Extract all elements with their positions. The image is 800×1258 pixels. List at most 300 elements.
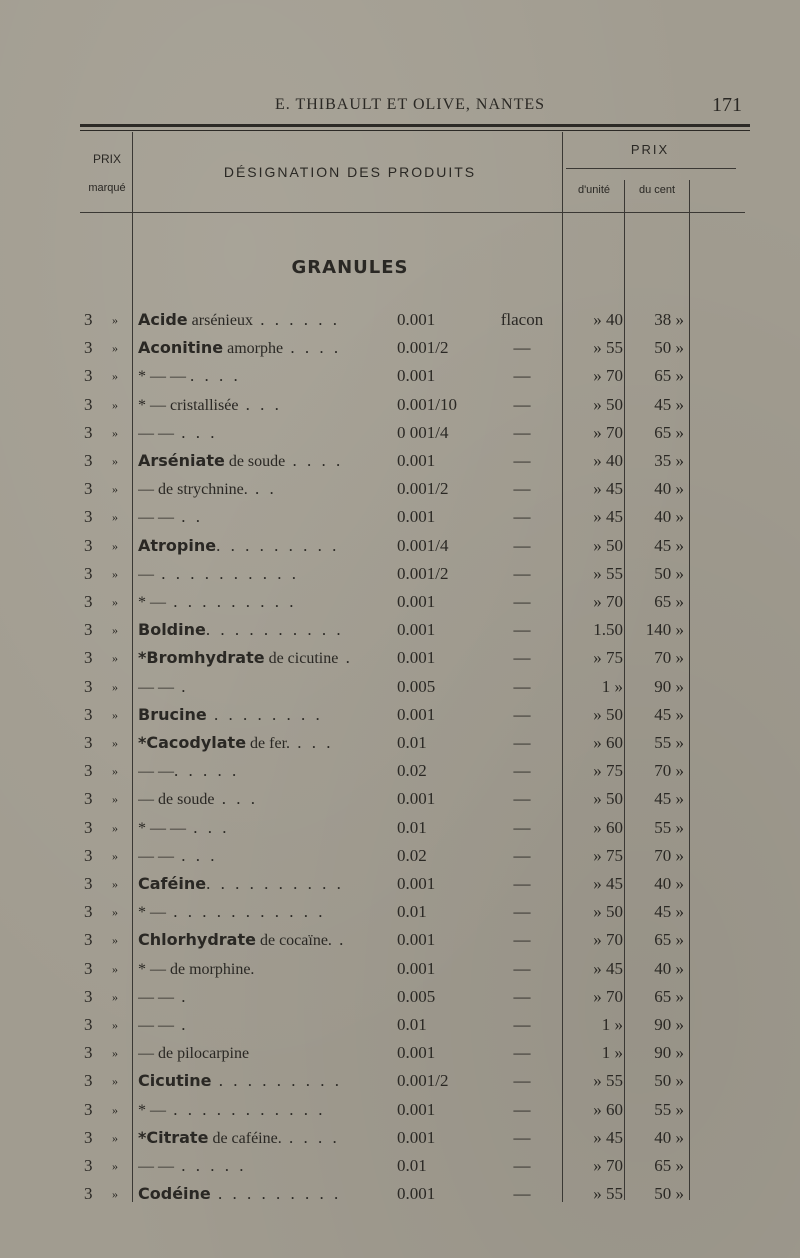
- dose: 0.001: [397, 789, 436, 809]
- ditto-mark: »: [112, 566, 118, 581]
- prix-marque: 3: [84, 1043, 93, 1063]
- product-name: Aconitine: [138, 338, 224, 358]
- prix-cent: 45 »: [654, 535, 684, 555]
- prix-cent: 90 »: [654, 1043, 684, 1063]
- designation: [138, 447, 393, 476]
- leader-dots: . .: [247, 479, 277, 499]
- dose: 0.001: [397, 507, 436, 527]
- ditto-mark: »: [112, 595, 118, 609]
- product-name: Caféine: [138, 874, 207, 893]
- product-row: [0, 560, 800, 588]
- marque-label: marqué: [88, 182, 126, 194]
- product-row: [0, 1039, 800, 1067]
- conditionnement: flacon: [500, 310, 544, 329]
- prix-marque: 3: [84, 394, 93, 414]
- ditto-mark: »: [112, 510, 118, 525]
- prix-unite: » 50: [593, 789, 623, 809]
- prix-marque: 3: [84, 930, 93, 950]
- conditionnement: —: [513, 761, 531, 781]
- prix-cent: 140 »: [645, 620, 684, 640]
- dose: 0.001/2: [397, 479, 449, 499]
- prix-cent: 65 »: [654, 592, 684, 611]
- product-qualifier: — —: [138, 424, 174, 442]
- dose: 0.001: [397, 874, 436, 893]
- prix-unite: » 45: [593, 874, 623, 893]
- prix-unite: » 40: [593, 310, 623, 329]
- ditto-mark: »: [112, 313, 118, 327]
- leader-dots: .: [174, 986, 189, 1006]
- cent-header: du cent: [638, 184, 676, 196]
- product-qualifier: — de pilocarpine: [138, 1045, 250, 1063]
- prix-marque: 3: [84, 1071, 93, 1091]
- leader-dots: . . . .: [283, 338, 342, 358]
- product-row: [0, 870, 800, 898]
- dose: 0.001: [397, 1043, 436, 1063]
- prix-cent: 50 »: [654, 1184, 684, 1204]
- leader-dots: . . .: [174, 422, 218, 442]
- leader-dots: . . . . .: [174, 1156, 247, 1175]
- product-qualifier: de fer.: [246, 735, 291, 752]
- prix-marque: 3: [84, 422, 93, 442]
- designation: [138, 701, 393, 730]
- conditionnement: —: [513, 422, 531, 442]
- prix-cent: 40 »: [654, 874, 684, 893]
- prix-marque-label: PRIX: [92, 152, 121, 166]
- leader-dots: .: [174, 676, 189, 696]
- conditionnement: —: [513, 930, 531, 950]
- product-name: Brucine: [138, 704, 207, 724]
- ditto-mark: »: [112, 1046, 118, 1061]
- prix-cent: 55 »: [654, 1099, 684, 1119]
- product-row: [0, 503, 800, 531]
- ditto-mark: »: [112, 933, 118, 948]
- prix-marque: 3: [84, 1099, 93, 1119]
- prix-cent: 45 »: [654, 902, 684, 922]
- prix-cent: 50 »: [654, 1071, 684, 1091]
- designation: [138, 1011, 393, 1040]
- ditto-mark: »: [112, 651, 118, 666]
- prix-cent: 65 »: [654, 930, 684, 950]
- leader-dots: .: [338, 648, 353, 668]
- product-qualifier: — —: [138, 1158, 174, 1175]
- designation: [138, 757, 393, 786]
- prix-cent: 65 »: [654, 366, 684, 386]
- prix-unite: 1.50: [593, 620, 623, 640]
- designation: [138, 503, 393, 532]
- prix-marque: 3: [84, 958, 93, 978]
- product-row: [0, 926, 800, 954]
- product-name: Boldine: [138, 620, 206, 640]
- product-qualifier: — de strychnine.: [138, 481, 248, 499]
- product-qualifier: de caféine.: [208, 1129, 282, 1147]
- conditionnement: —: [513, 366, 531, 386]
- conditionnement: —: [513, 874, 531, 893]
- product-qualifier: — —: [138, 847, 174, 865]
- conditionnement: —: [513, 704, 531, 724]
- prix-marque: 3: [84, 1127, 93, 1147]
- product-qualifier: * — cristallisée: [138, 396, 239, 414]
- leader-dots: . . .: [214, 789, 258, 809]
- prix-marque: 3: [84, 902, 93, 922]
- designation: [138, 1067, 393, 1096]
- prix-marque: 3: [84, 507, 93, 527]
- prix-unite: » 45: [593, 958, 623, 978]
- prix-header: PRIX: [630, 142, 670, 157]
- page-number: 171: [712, 94, 742, 116]
- prix-marque: 3: [84, 845, 93, 865]
- dose: 0.001: [397, 366, 436, 386]
- dose: 0.01: [397, 1015, 427, 1034]
- designation: [138, 334, 393, 363]
- prix-cent: 50 »: [654, 563, 684, 583]
- ditto-mark: »: [112, 989, 118, 1004]
- designation: [138, 1096, 393, 1125]
- product-qualifier: de soude: [224, 453, 286, 470]
- ditto-mark: »: [112, 1102, 118, 1117]
- conditionnement: —: [513, 507, 531, 527]
- ditto-mark: »: [112, 1130, 118, 1145]
- designation: [138, 814, 393, 843]
- ditto-mark: »: [112, 341, 118, 356]
- designation: [138, 926, 393, 955]
- leader-dots: . . . . . . . . .: [216, 535, 340, 555]
- conditionnement: —: [513, 1156, 531, 1175]
- dose: 0.001: [397, 592, 436, 611]
- designation: [138, 616, 393, 645]
- dose: 0.001: [397, 1184, 436, 1204]
- page-header: E. THIBAULT ET OLIVE, NANTES: [274, 96, 546, 113]
- prix-unite: » 75: [593, 845, 623, 865]
- prix-marque: 3: [84, 789, 93, 809]
- ditto-mark: »: [112, 1074, 118, 1089]
- conditionnement: —: [513, 451, 531, 470]
- product-qualifier: arsénieux: [187, 312, 253, 329]
- prix-unite: » 55: [593, 1184, 623, 1204]
- prix-unite: » 70: [593, 422, 623, 442]
- conditionnement: —: [513, 1127, 531, 1147]
- prix-unite: » 60: [593, 817, 623, 837]
- header-rule: [80, 124, 750, 127]
- dose: 0.001: [397, 704, 436, 724]
- prix-marque: 3: [84, 986, 93, 1006]
- conditionnement: —: [513, 1015, 531, 1034]
- prix-unite: » 60: [593, 1099, 623, 1119]
- prix-marque: 3: [84, 592, 93, 611]
- designation: [138, 1039, 393, 1068]
- prix-unite: » 45: [593, 479, 623, 499]
- prix-marque: 3: [84, 817, 93, 837]
- leader-dots: . . . . . . . . . .: [205, 620, 344, 640]
- conditionnement: —: [513, 535, 531, 555]
- product-name: Acide: [138, 310, 188, 329]
- prix-unite: » 40: [593, 451, 623, 470]
- prix-marque: 3: [84, 874, 93, 893]
- prix-unite: » 70: [593, 1156, 623, 1175]
- product-qualifier: — —: [138, 1017, 174, 1034]
- product-row: [0, 588, 800, 616]
- ditto-mark: »: [112, 877, 118, 891]
- product-name: Arséniate: [138, 451, 225, 470]
- header-rule-thin: [80, 130, 750, 131]
- product-name: Cicutine: [138, 1071, 212, 1091]
- ditto-mark: »: [112, 538, 118, 553]
- designation: [138, 898, 393, 927]
- ditto-mark: »: [112, 1187, 118, 1202]
- dose: 0.01: [397, 1156, 427, 1175]
- product-qualifier: * — —: [138, 368, 190, 386]
- dose: 0.001: [397, 620, 436, 640]
- designation: [138, 391, 393, 420]
- prix-cent: 40 »: [654, 479, 684, 499]
- leader-dots: .: [331, 930, 347, 950]
- dose: 0.001: [397, 310, 436, 329]
- prix-cent: 55 »: [654, 733, 684, 752]
- product-qualifier: * — —: [138, 819, 186, 837]
- conditionnement: —: [513, 902, 531, 922]
- product-qualifier: — de soude: [138, 791, 215, 809]
- designation: [138, 560, 393, 589]
- prix-cent: 50 »: [654, 338, 684, 358]
- product-qualifier: — —: [138, 509, 174, 527]
- ditto-mark: »: [112, 454, 118, 468]
- prix-cent: 90 »: [654, 676, 684, 696]
- prix-cent: 70 »: [654, 845, 684, 865]
- designation: [138, 532, 393, 561]
- product-row: [0, 1180, 800, 1208]
- product-row: [0, 842, 800, 870]
- dose: 0.01: [397, 817, 427, 837]
- prix-marque: 3: [84, 1015, 93, 1034]
- product-qualifier: * —: [138, 1101, 166, 1119]
- prix-unite: » 70: [593, 930, 623, 950]
- prix-unite: » 50: [593, 704, 623, 724]
- ditto-mark: »: [112, 482, 118, 497]
- prix-unite: » 70: [593, 986, 623, 1006]
- conditionnement: —: [513, 394, 531, 414]
- dose: 0.01: [397, 733, 427, 752]
- prix-marque: 3: [84, 479, 93, 499]
- prix-unite: 1 »: [601, 676, 623, 696]
- prix-marque: 3: [84, 1156, 93, 1175]
- product-row: [0, 644, 800, 672]
- product-row: [0, 1067, 800, 1095]
- prix-cent: 40 »: [654, 507, 684, 527]
- product-row: [0, 306, 800, 334]
- ditto-mark: »: [112, 397, 118, 412]
- leader-dots: . . .: [290, 733, 334, 752]
- prix-cent: 45 »: [654, 704, 684, 724]
- product-row: [0, 419, 800, 447]
- product-qualifier: — —: [138, 678, 174, 696]
- prix-marque: 3: [84, 733, 93, 752]
- dose: 0.001: [397, 1127, 436, 1147]
- leader-dots: . . . . . .: [252, 310, 340, 329]
- product-row: [0, 616, 800, 644]
- conditionnement: —: [513, 1043, 531, 1063]
- prix-cent: 65 »: [654, 1156, 684, 1175]
- dose: 0 001/4: [397, 422, 449, 442]
- designation: [138, 419, 393, 448]
- product-qualifier: * —: [138, 904, 166, 922]
- dose: 0.001/2: [397, 563, 449, 583]
- designation: [138, 785, 393, 814]
- product-row: [0, 955, 800, 983]
- product-qualifier: * —: [138, 594, 166, 611]
- dose: 0.001/4: [397, 535, 449, 555]
- dose: 0.02: [397, 761, 427, 781]
- designation: [138, 1124, 393, 1153]
- dose: 0.01: [397, 902, 427, 922]
- conditionnement: —: [513, 1099, 531, 1119]
- prix-marque: 3: [84, 563, 93, 583]
- product-row: [0, 673, 800, 701]
- prix-unite: » 70: [593, 592, 623, 611]
- conditionnement: —: [513, 958, 531, 978]
- prix-unite: » 60: [593, 733, 623, 752]
- prix-marque: 3: [84, 761, 93, 781]
- prix-unite: » 50: [593, 535, 623, 555]
- leader-dots: .: [174, 1015, 189, 1034]
- ditto-mark: »: [112, 679, 118, 694]
- conditionnement: —: [513, 986, 531, 1006]
- ditto-mark: »: [112, 820, 118, 835]
- conditionnement: —: [513, 479, 531, 499]
- product-row: [0, 1011, 800, 1039]
- leader-dots: . . . . . . . . . . .: [166, 902, 326, 922]
- designation: [138, 644, 393, 673]
- prix-unite: » 50: [593, 902, 623, 922]
- ditto-mark: »: [112, 623, 118, 638]
- section-title: GRANULES: [291, 257, 409, 278]
- product-qualifier: — —: [138, 988, 174, 1006]
- leader-dots: . .: [174, 507, 203, 527]
- designation: [138, 673, 393, 702]
- prix-cent: 45 »: [654, 789, 684, 809]
- dose: 0.001: [397, 648, 436, 668]
- product-row: [0, 757, 800, 785]
- product-qualifier: — —: [138, 763, 174, 781]
- leader-dots: . . . . . . . . .: [166, 592, 297, 611]
- prix-cent: 40 »: [654, 1127, 684, 1147]
- prix-cent: 35 »: [654, 451, 684, 470]
- prix-marque: 3: [84, 648, 93, 668]
- prix-unite: » 75: [593, 761, 623, 781]
- prix-marque: 3: [84, 1184, 93, 1204]
- product-name: Codéine: [138, 1184, 211, 1204]
- leader-dots: . . . . . . . . . .: [206, 874, 344, 893]
- ditto-mark: »: [112, 764, 118, 779]
- prix-underline: [566, 168, 736, 169]
- designation: [138, 306, 393, 335]
- conditionnement: —: [513, 733, 531, 752]
- designation: [138, 362, 393, 391]
- ditto-mark: »: [112, 961, 118, 976]
- ditto-mark: »: [112, 905, 118, 920]
- prix-marque: 3: [84, 676, 93, 696]
- conditionnement: —: [513, 648, 531, 668]
- product-row: [0, 362, 800, 390]
- prix-cent: 65 »: [654, 986, 684, 1006]
- prix-marque: 3: [84, 535, 93, 555]
- designation: [138, 1180, 393, 1209]
- prix-marque: 3: [84, 620, 93, 640]
- dose: 0.001/2: [397, 1071, 449, 1091]
- prix-cent: 90 »: [654, 1015, 684, 1034]
- ditto-mark: »: [112, 848, 118, 863]
- ditto-mark: »: [112, 736, 118, 750]
- prix-unite: 1 »: [601, 1043, 623, 1063]
- prix-cent: 45 »: [654, 394, 684, 414]
- product-row: [0, 814, 800, 842]
- product-qualifier: * — de morphine.: [138, 960, 255, 978]
- product-name: *Bromhydrate: [138, 648, 265, 668]
- conditionnement: —: [513, 338, 531, 358]
- product-row: [0, 532, 800, 560]
- leader-dots: . . . . . . . . . . .: [166, 1099, 326, 1119]
- product-row: [0, 983, 800, 1011]
- product-row: [0, 1124, 800, 1152]
- designation: [138, 842, 393, 871]
- ditto-mark: »: [112, 425, 118, 440]
- prix-cent: 40 »: [654, 958, 684, 978]
- prix-cent: 38 »: [654, 310, 684, 329]
- ditto-mark: »: [112, 792, 118, 807]
- designation-header: DÉSIGNATION DES PRODUITS: [223, 164, 477, 180]
- dose: 0.001: [397, 451, 436, 470]
- leader-dots: . . .: [186, 817, 230, 837]
- prix-marque: 3: [84, 366, 93, 386]
- prix-unite: » 75: [593, 648, 623, 668]
- prix-cent: 65 »: [654, 422, 684, 442]
- ditto-mark: »: [112, 1018, 118, 1032]
- product-qualifier: de cocaïne.: [255, 932, 332, 950]
- prix-unite: » 55: [593, 338, 623, 358]
- prix-cent: 70 »: [654, 648, 684, 668]
- designation: [138, 475, 393, 504]
- leader-dots: . . . . . . . . . .: [154, 563, 299, 583]
- leader-dots: . . . . . . . .: [206, 704, 323, 724]
- unite-header: d'unité: [577, 184, 611, 196]
- conditionnement: —: [513, 845, 531, 865]
- ditto-mark: »: [112, 1159, 118, 1173]
- product-name: *Citrate: [138, 1127, 209, 1147]
- dose: 0.001: [397, 930, 436, 950]
- product-row: [0, 898, 800, 926]
- dose: 0.005: [397, 676, 436, 696]
- designation: [138, 983, 393, 1012]
- conditionnement: —: [513, 592, 531, 611]
- table-header-bottom: [80, 212, 745, 213]
- leader-dots: . . . .: [281, 1127, 340, 1147]
- conditionnement: —: [513, 1071, 531, 1091]
- prix-unite: » 70: [593, 366, 623, 386]
- product-row: [0, 729, 800, 757]
- dose: 0.02: [397, 845, 427, 865]
- ditto-mark: »: [112, 707, 118, 722]
- prix-unite: » 50: [593, 394, 623, 414]
- conditionnement: —: [513, 563, 531, 583]
- leader-dots: . . .: [238, 394, 282, 414]
- dose: 0.005: [397, 986, 436, 1006]
- ditto-mark: »: [112, 369, 118, 384]
- product-row: [0, 334, 800, 362]
- designation: [138, 870, 393, 899]
- prix-unite: » 55: [593, 563, 623, 583]
- product-qualifier: —: [138, 565, 154, 583]
- prix-unite: » 45: [593, 1127, 623, 1147]
- leader-dots: . . . . . . . . .: [210, 1184, 342, 1204]
- prix-unite: » 55: [593, 1071, 623, 1091]
